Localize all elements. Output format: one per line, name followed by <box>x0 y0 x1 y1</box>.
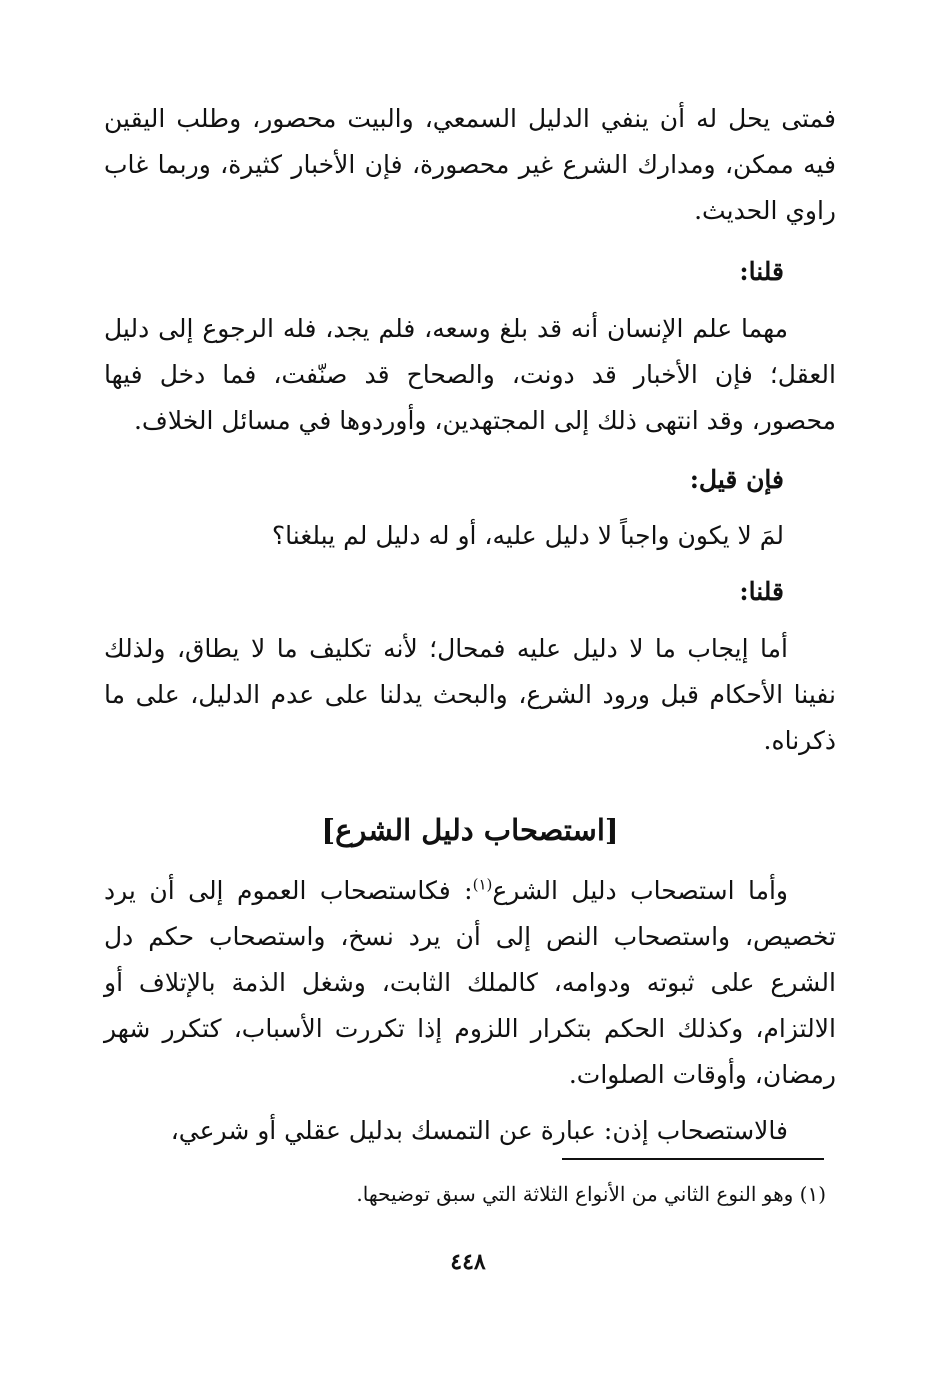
paragraph-2-text: مهما علم الإنسان أنه قد بلغ وسعه، فلم يجد، فله الرجوع إلى دليل العقل؛ فإن الأخبار قد دونت، والصحاح قد صنّفت، فما دخل فيها محصور، وقد انتهى ذلك إلى المجتهدين، وأوردوها في مسائل الخلاف. <box>104 314 836 435</box>
paragraph-2 <box>104 306 836 444</box>
paragraph-4-rest: : فكاستصحاب العموم إلى أن يرد تخصيص، واستصحاب النص إلى أن يرد نسخ، واستصحاب حكم دل الشرع على ثبوته ودوامه، كالملك الثابت، وشغل الذمة بالإتلاف أو الالتزام، وكذلك الحكم بتكرار اللزوم إذا تكررت الأسباب، كتكرر شهر رمضان، وأوقات الصلوات. <box>104 876 836 1089</box>
paragraph-3 <box>104 626 836 764</box>
heading-qulna-2: قلنا: <box>739 577 784 606</box>
paragraph-3-text: أما إيجاب ما لا دليل عليه فمحال؛ لأنه تكليف ما لا يطاق، ولذلك نفينا الأحكام قبل ورود الشرع، والبحث يدلنا على عدم الدليل، على ما ذكرناه. <box>104 634 836 755</box>
paragraph-5 <box>104 1108 836 1154</box>
footnote-marker: (١) <box>472 875 493 894</box>
footnote-divider <box>562 1158 824 1160</box>
heading-fain-qil: فإن قيل: <box>689 465 784 494</box>
paragraph-4 <box>104 868 836 1098</box>
paragraph-5-text: فالاستصحاب إذن: عبارة عن التمسك بدليل عقلي أو شرعي، <box>170 1116 788 1145</box>
paragraph-1: فمتى يحل له أن ينفي الدليل السمعي، والبيت محصور، وطلب اليقين فيه ممكن، ومدارك الشرع غير محصورة، فإن الأخبار كثيرة، وربما غاب راوي الحديث. <box>104 104 836 225</box>
question-line: لمَ لا يكون واجباً لا دليل عليه، أو له دليل لم يبلغنا؟ <box>271 521 784 550</box>
page-number: ٤٤٨ <box>450 1249 486 1275</box>
section-title: [استصحاب دليل الشرع] <box>321 813 619 847</box>
heading-qulna-1: قلنا: <box>739 257 784 286</box>
paragraph-4-lead: وأما استصحاب دليل الشرع <box>492 876 788 905</box>
footnote-text: (١) وهو النوع الثاني من الأنواع الثلاثة التي سبق توضيحها. <box>356 1182 826 1206</box>
